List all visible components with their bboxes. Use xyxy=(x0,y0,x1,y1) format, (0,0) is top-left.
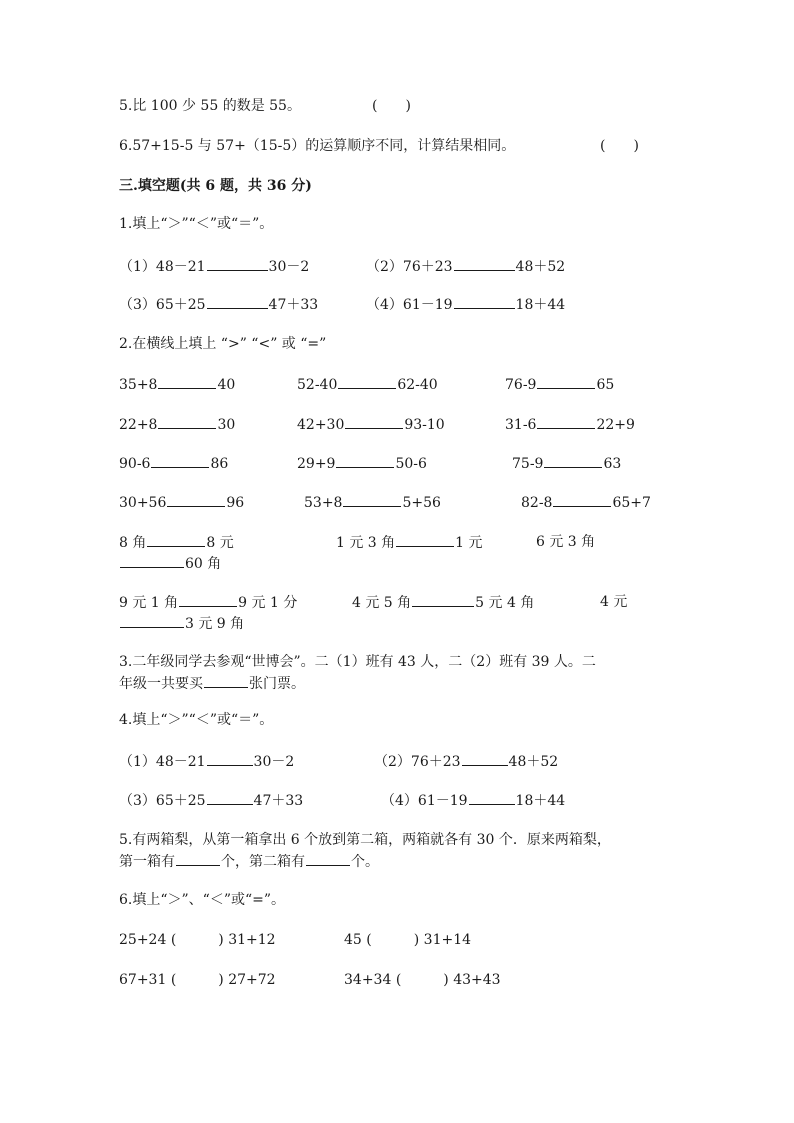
q1-item-3-left: （3）65＋25 xyxy=(119,297,206,313)
q2-item xyxy=(505,374,614,395)
q2-item-right: 40 xyxy=(217,377,236,393)
q3-blank[interactable] xyxy=(204,673,248,688)
q6-title: 6.填上“＞”、“＜”或“=”。 xyxy=(119,892,286,908)
q2-money-left: 4 元 xyxy=(600,594,628,610)
q2-money-left: 1 元 3 角 xyxy=(336,535,396,551)
q2-item-blank[interactable] xyxy=(338,374,396,389)
q2-money-right: 1 元 xyxy=(455,535,483,551)
q2-item-blank[interactable] xyxy=(345,414,403,429)
q2-item-left: 35+8 xyxy=(119,377,158,393)
q6-item-1 xyxy=(119,930,276,950)
q6-item-2 xyxy=(344,930,471,950)
q2-money-right: 8 元 xyxy=(206,535,234,551)
judge-q5-text: 5.比 100 少 55 的数是 55。 xyxy=(119,98,301,114)
q2-item-right: 96 xyxy=(226,495,245,511)
q6-item-left: 67+31 xyxy=(119,972,167,988)
q2-item-blank[interactable] xyxy=(158,374,216,389)
q2-money-blank[interactable] xyxy=(120,553,184,568)
q2-item-left: 31-6 xyxy=(505,417,537,433)
q2-item-blank[interactable] xyxy=(537,414,595,429)
q1-item-1 xyxy=(119,256,309,277)
q4-item-right: 18＋44 xyxy=(515,793,566,809)
q2-item-right: 65 xyxy=(596,377,615,393)
q6-item-4 xyxy=(344,970,501,990)
q4-item-blank[interactable] xyxy=(462,751,508,766)
q6-item-right: 43+43 xyxy=(453,972,501,988)
judge-q5 xyxy=(119,96,301,116)
q2-item-blank[interactable] xyxy=(167,492,225,507)
q2-item-left: 53+8 xyxy=(304,495,343,511)
q2-item xyxy=(297,374,438,395)
q1-item-4 xyxy=(366,294,565,315)
q2-item xyxy=(119,374,235,395)
q6-paren-open: ( xyxy=(366,932,372,948)
q4-item-3 xyxy=(119,790,303,811)
q2-money-item xyxy=(119,592,297,613)
q6-paren-close: ) xyxy=(218,972,224,988)
q1-item-1-right: 30－2 xyxy=(268,259,310,275)
q1-item-1-blank[interactable] xyxy=(207,256,268,271)
q1-item-3 xyxy=(119,294,318,315)
q4-item-right: 30－2 xyxy=(253,754,295,770)
q2-item xyxy=(521,492,651,513)
q2-item-left: 52-40 xyxy=(297,377,338,393)
q6-paren-open: ( xyxy=(395,972,402,988)
q6-paren-open: ( xyxy=(170,932,177,948)
q2-item-left: 42+30 xyxy=(297,417,345,433)
q2-money-right: 5 元 4 角 xyxy=(475,595,535,611)
q5-line2 xyxy=(119,851,379,872)
q5-text-b: 个，第二箱有 xyxy=(221,854,305,870)
q6-item-3 xyxy=(119,970,276,990)
q2-money-item xyxy=(119,532,234,553)
q2-item-blank[interactable] xyxy=(158,414,216,429)
q3-text-b: 张门票。 xyxy=(249,676,305,692)
q6-item-left: 45 xyxy=(344,932,362,948)
q2-money-blank[interactable] xyxy=(396,532,454,547)
q2-item xyxy=(297,414,445,435)
q2-money-left: 9 元 1 角 xyxy=(119,595,179,611)
q2-money-item-left-part xyxy=(600,592,627,612)
q2-item-blank[interactable] xyxy=(151,453,209,468)
q2-item-right: 86 xyxy=(210,456,229,472)
q2-item xyxy=(505,414,635,435)
q2-money-left: 8 角 xyxy=(119,535,147,551)
q4-item-blank[interactable] xyxy=(207,751,253,766)
q2-item-blank[interactable] xyxy=(336,453,394,468)
q2-item-right: 62-40 xyxy=(397,377,438,393)
q5-text-c: 个。 xyxy=(351,854,379,870)
q2-money-right: 3 元 9 角 xyxy=(185,616,245,632)
q2-item-right: 22+9 xyxy=(596,417,635,433)
q2-item-left: 82-8 xyxy=(521,495,553,511)
q6-item-right: 31+14 xyxy=(423,932,472,948)
judge-q6-text: 6.57+15-5 与 57+（15-5）的运算顺序不同，计算结果相同。 xyxy=(119,138,516,154)
q4-title: 4.填上“＞”“＜”或“＝”。 xyxy=(119,712,274,728)
q1-item-3-right: 47＋33 xyxy=(268,297,319,313)
judge-q6-answer-box[interactable]: ( ) xyxy=(600,138,639,154)
q5-blank-1[interactable] xyxy=(176,851,220,866)
q1-item-4-blank[interactable] xyxy=(454,294,515,309)
q2-item xyxy=(119,414,235,435)
q2-item-right: 65+7 xyxy=(612,495,651,511)
q2-item-left: 76-9 xyxy=(505,377,537,393)
q2-item-right: 63 xyxy=(603,456,622,472)
q1-title: 1.填上“＞”“＜”或“＝”。 xyxy=(119,216,274,232)
q1-item-4-left: （4）61－19 xyxy=(366,297,453,313)
q3-text-a: 年级一共要买 xyxy=(119,676,203,692)
q2-item-left: 30+56 xyxy=(119,495,167,511)
q6-paren-close: ) xyxy=(413,932,420,948)
q6-item-left: 25+24 xyxy=(119,932,167,948)
q1-item-1-left: （1）48－21 xyxy=(119,259,206,275)
q2-item xyxy=(119,492,244,513)
q1-item-2-blank[interactable] xyxy=(454,256,515,271)
q2-money-item-right-part xyxy=(119,613,244,634)
q4-item-blank[interactable] xyxy=(469,790,515,805)
q2-money-blank[interactable] xyxy=(147,532,205,547)
section-title: 三.填空题(共 6 题，共 36 分) xyxy=(119,178,312,194)
q6-paren-open: ( xyxy=(170,972,177,988)
q4-item-left: （3）65＋25 xyxy=(119,793,206,809)
q4-item-2 xyxy=(374,751,558,772)
q4-item-right: 47＋33 xyxy=(253,793,304,809)
q2-money-item xyxy=(352,592,534,613)
q2-money-blank[interactable] xyxy=(412,592,474,607)
q2-money-left: 6 元 3 角 xyxy=(536,534,596,550)
q2-item-right: 30 xyxy=(217,417,236,433)
judge-q6 xyxy=(119,136,515,156)
q6-paren-close: ) xyxy=(218,932,224,948)
q3-line2 xyxy=(119,673,305,694)
q2-money-item-left-part xyxy=(536,532,595,552)
q2-item-right: 5+56 xyxy=(402,495,441,511)
q2-item-blank[interactable] xyxy=(544,453,602,468)
q2-item xyxy=(297,453,427,474)
q2-title: 2.在横线上填上 “>” “<” 或 “=” xyxy=(119,336,327,352)
q6-item-right: 31+12 xyxy=(228,932,276,948)
q5-line1: 5.有两箱梨，从第一箱拿出 6 个放到第二箱，两箱就各有 30 个．原来两箱梨， xyxy=(119,832,611,848)
q6-paren-close: ) xyxy=(443,972,449,988)
q2-item-left: 29+9 xyxy=(297,456,336,472)
judge-q5-answer-box[interactable]: ( ) xyxy=(372,98,411,114)
q4-item-4 xyxy=(381,790,565,811)
q2-money-right: 9 元 1 分 xyxy=(238,595,298,611)
q4-item-left: （4）61－19 xyxy=(381,793,468,809)
q1-item-3-blank[interactable] xyxy=(207,294,268,309)
q1-item-4-right: 18＋44 xyxy=(515,297,566,313)
q2-item-blank[interactable] xyxy=(343,492,401,507)
q4-item-left: （2）76＋23 xyxy=(374,754,461,770)
q2-money-item-right-part xyxy=(119,553,221,574)
q2-money-blank[interactable] xyxy=(120,613,184,628)
q2-money-left: 4 元 5 角 xyxy=(352,595,412,611)
q1-item-2-left: （2）76＋23 xyxy=(366,259,453,275)
q5-blank-2[interactable] xyxy=(306,851,350,866)
q6-item-right: 27+72 xyxy=(228,972,276,988)
q4-item-blank[interactable] xyxy=(207,790,253,805)
q5-text-a: 第一箱有 xyxy=(119,854,175,870)
q2-money-right: 60 角 xyxy=(185,556,222,572)
q4-item-1 xyxy=(119,751,294,772)
q2-item xyxy=(512,453,621,474)
q3-line1: 3.二年级同学去参观“世博会”。二（1）班有 43 人，二（2）班有 39 人。二 xyxy=(119,654,596,670)
q2-item-right: 93-10 xyxy=(404,417,445,433)
q1-item-2-right: 48＋52 xyxy=(515,259,566,275)
q2-money-blank[interactable] xyxy=(179,592,237,607)
q4-item-left: （1）48－21 xyxy=(119,754,206,770)
q2-item-right: 50-6 xyxy=(395,456,427,472)
q4-item-right: 48＋52 xyxy=(508,754,559,770)
q6-item-left: 34+34 xyxy=(344,972,392,988)
q2-item-blank[interactable] xyxy=(537,374,595,389)
q2-item xyxy=(119,453,228,474)
q2-item-left: 75-9 xyxy=(512,456,544,472)
q2-money-item xyxy=(336,532,483,553)
q2-item-left: 22+8 xyxy=(119,417,158,433)
q1-item-2 xyxy=(366,256,565,277)
q2-item-left: 90-6 xyxy=(119,456,151,472)
q2-item xyxy=(304,492,441,513)
q2-item-blank[interactable] xyxy=(553,492,611,507)
